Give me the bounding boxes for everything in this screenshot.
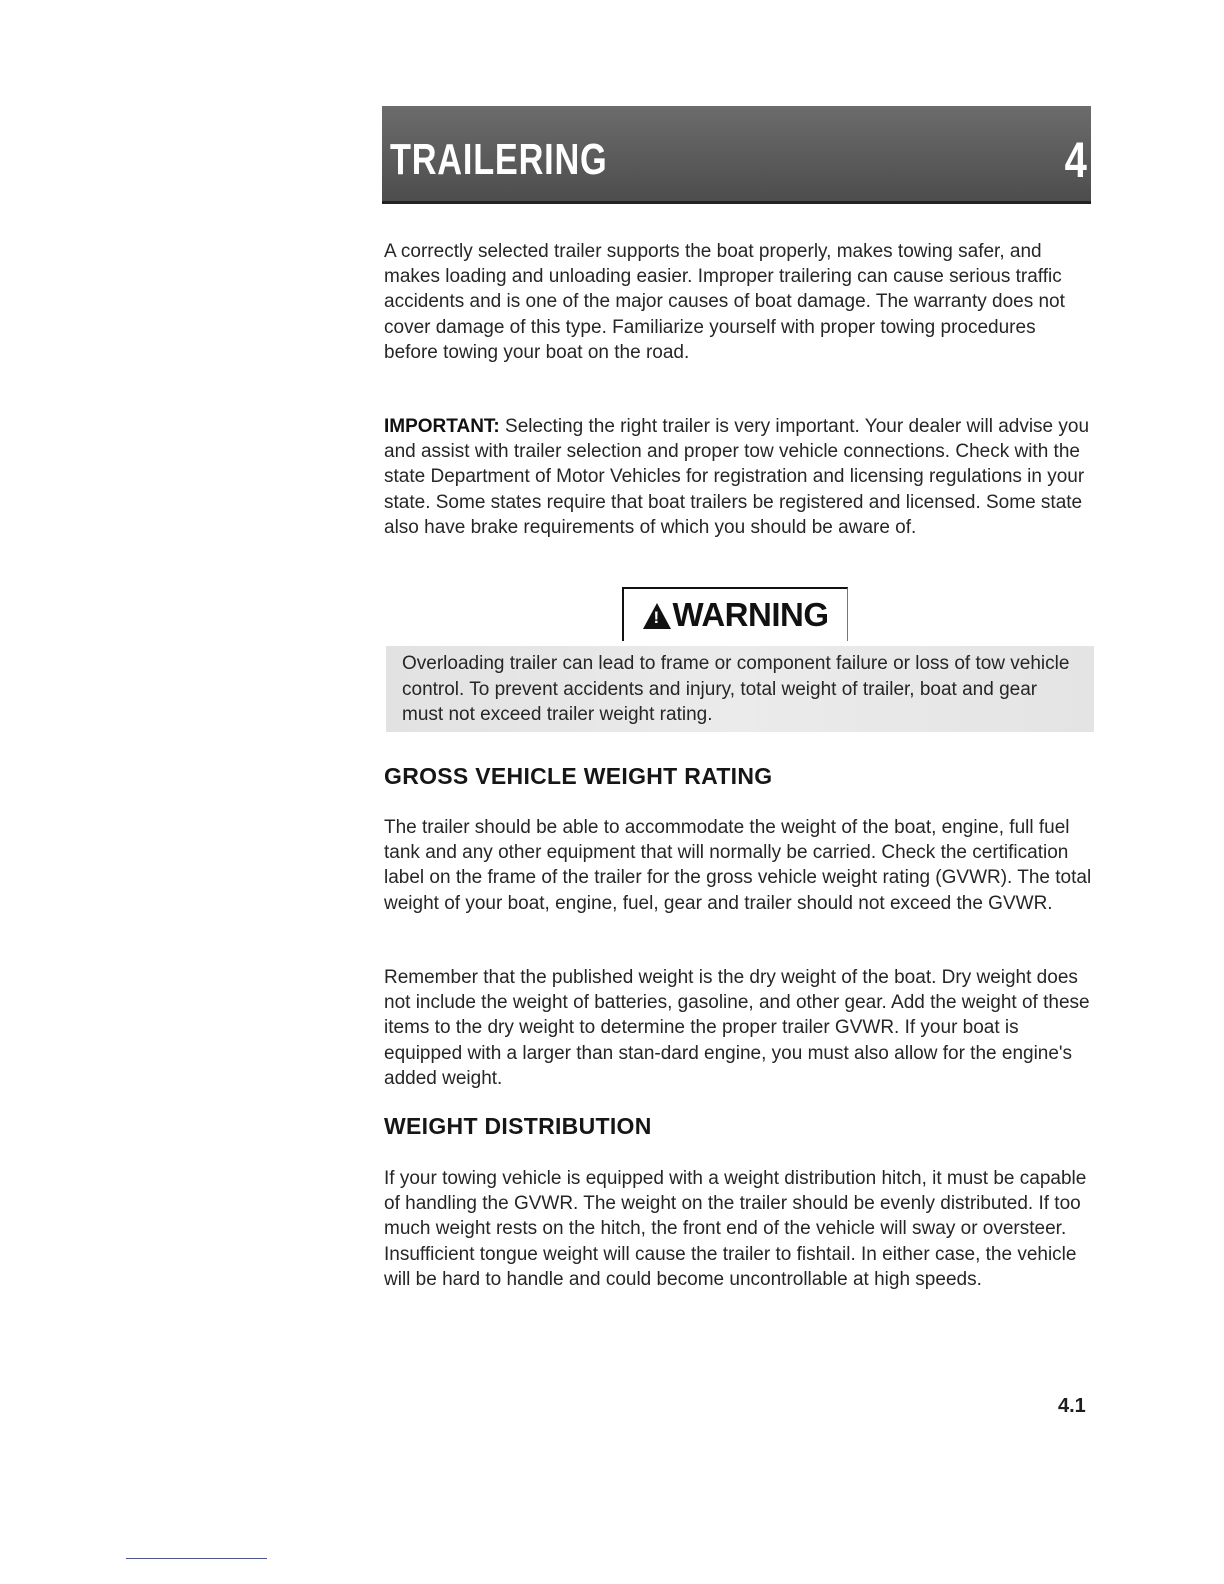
section-heading-gvwr: GROSS VEHICLE WEIGHT RATING bbox=[384, 763, 773, 789]
page-number: 4.1 bbox=[1058, 1395, 1086, 1417]
warning-label: WARNING bbox=[672, 596, 829, 633]
section-heading-weight-distribution: WEIGHT DISTRIBUTION bbox=[384, 1113, 652, 1139]
intro-paragraph: A correctly selected trailer supports the boat properly, makes towing safer, and makes loading and unloading easier. Improper trailering can cause serious traffic accidents and is one of the major causes of boat damage. The warranty does not cover damage of this type. Familiarize yourself with proper towing procedures before towing your boat on the road. bbox=[384, 241, 1065, 363]
warning-panel bbox=[386, 646, 1094, 732]
gvwr-paragraph-1: The trailer should be able to accommodate the weight of the boat, engine, full fuel tank and any other equipment that will normally be carried. Check the certification label on the frame of the trailer for the gross vehicle weight rating (GVWR). The total weight of your boat, engine, fuel, gear and trailer should not exceed the GVWR. bbox=[384, 817, 1092, 914]
chapter-title: TRAILERING bbox=[390, 135, 608, 184]
warning-text: Overloading trailer can lead to frame or component failure or loss of tow vehicle control. To prevent accidents and injury, total weight of trailer, boat and gear must not exceed trailer weight rating. bbox=[402, 653, 1070, 725]
distribution-paragraph: If your towing vehicle is equipped with a weight distribution hitch, it must be capable of handling the GVWR. The weight on the trailer should be evenly distributed. If too much weight rests on the hitch, the front end of the vehicle will sway or oversteer. Insufficient tongue weight will cause the trailer to fishtail. In either case, the vehicle will be hard to handle and could become uncontrollable at high speeds. bbox=[384, 1168, 1087, 1290]
chapter-number: 4 bbox=[1064, 132, 1087, 188]
gvwr-paragraph-2: Remember that the published weight is the dry weight of the boat. Dry weight does not include the weight of batteries, gasoline, and other gear. Add the weight of these items to the dry weight to determine the proper trailer GVWR. If your boat is equipped with a larger than stan-dard engine, you must also allow for the engine's added weight. bbox=[384, 967, 1090, 1089]
important-label: IMPORTANT: bbox=[384, 416, 500, 437]
chapter-banner bbox=[382, 106, 1091, 204]
important-text: Selecting the right trailer is very important. Your dealer will advise you and assist with trailer selection and proper tow vehicle connections. Check with the state Department of Motor Vehicles for registration and licensing regulations in your state. Some states require that boat trailers be registered and licensed. Some state also have brake requirements of which you should be aware of. bbox=[384, 416, 1090, 538]
important-paragraph bbox=[384, 414, 1094, 540]
warning-label-box bbox=[622, 587, 848, 641]
footnote-rule bbox=[126, 1558, 267, 1559]
warning-triangle-icon bbox=[643, 603, 671, 629]
